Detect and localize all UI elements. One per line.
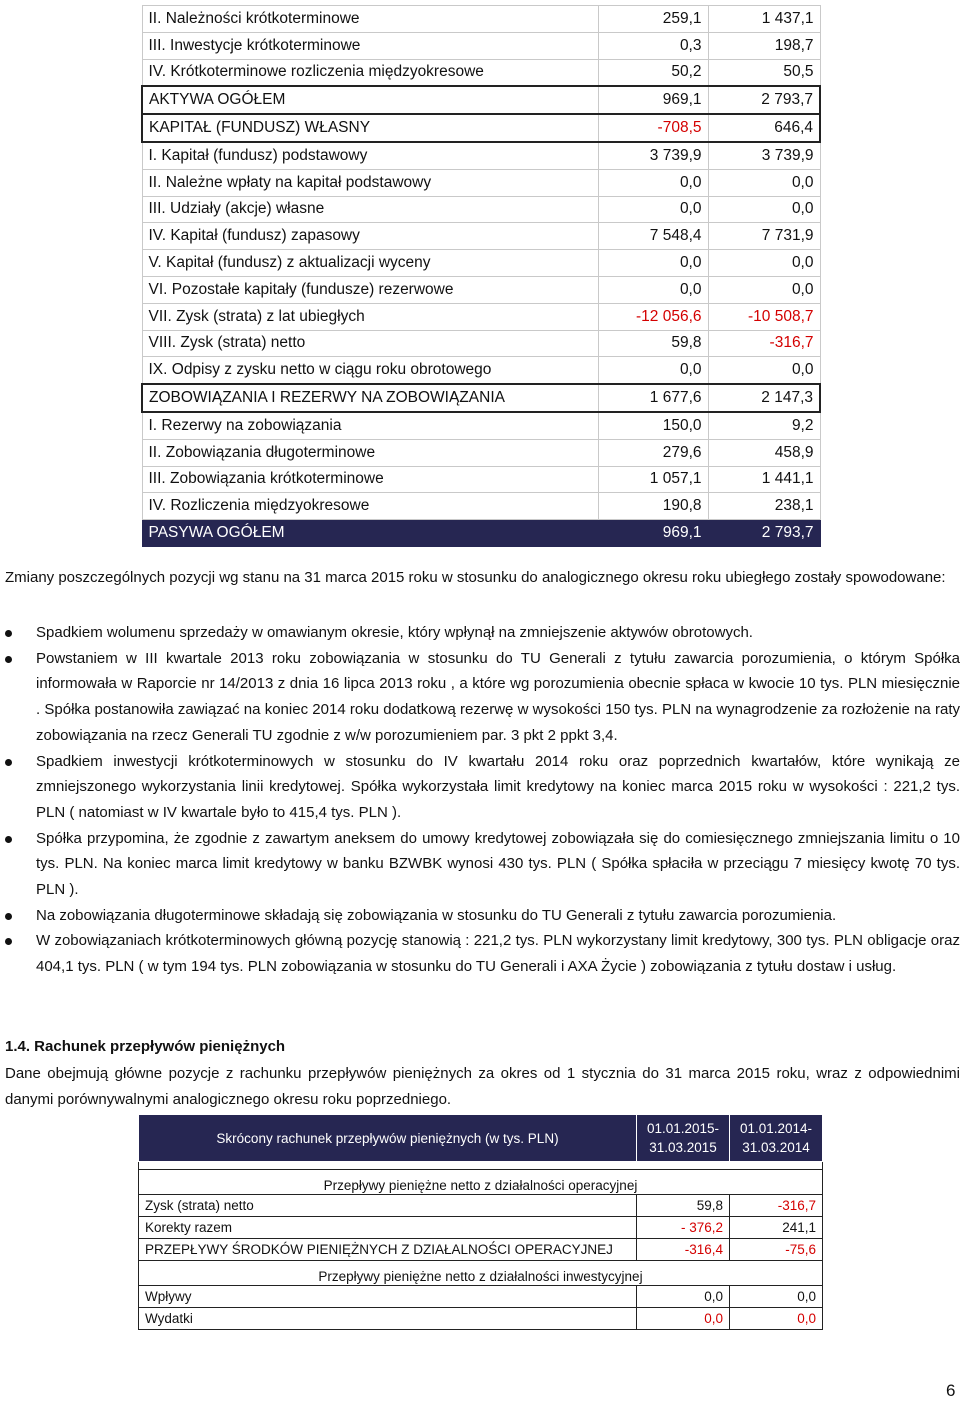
row-label: KAPITAŁ (FUNDUSZ) WŁASNY: [142, 114, 598, 142]
balance-sheet-table: [141, 5, 821, 547]
table-row: [142, 142, 820, 169]
table-row: [139, 1195, 823, 1217]
value-2014: -316,7: [708, 330, 820, 357]
value-2014: 458,9: [708, 439, 820, 466]
table-row: [139, 1308, 823, 1330]
table-row: [142, 466, 820, 493]
value-2015: 50,2: [598, 59, 708, 86]
value-2015: 259,1: [598, 6, 708, 33]
table-header: [139, 1115, 823, 1162]
value-2015: -316,4: [637, 1239, 730, 1261]
list-item-text: Spółka przypomina, że zgodnie z zawartym aneksem do umowy kredytowej zobowiązała się do comiesięcznego zmniejszania limitu o 10 tys. PLN. Na koniec marca limit kredytowy w banku BZWBK wynosi 430 tys. PLN ( Spółka spłaciła w przeciągu 7 miesięcy kwotę 70 tys. PLN ).: [36, 829, 960, 899]
value-2015: 150,0: [598, 412, 708, 439]
row-label: PASYWA OGÓŁEM: [142, 520, 598, 547]
value-2015: 1 677,6: [598, 384, 708, 412]
table-row-section: [142, 114, 820, 142]
row-label: V. Kapitał (fundusz) z aktualizacji wyceny: [142, 250, 598, 277]
row-label: III. Zobowiązania krótkoterminowe: [142, 466, 598, 493]
row-label: II. Należności krótkoterminowe: [142, 6, 598, 33]
list-item: [5, 646, 960, 749]
value-2015: 59,8: [598, 330, 708, 357]
value-2015: 0,3: [598, 32, 708, 59]
list-item: [5, 826, 960, 903]
cash-flow-table: [138, 1114, 823, 1330]
row-label: Zysk (strata) netto: [139, 1195, 637, 1217]
value-2015: 0,0: [598, 196, 708, 223]
row-label: AKTYWA OGÓŁEM: [142, 86, 598, 114]
table-row: [142, 196, 820, 223]
value-2014: 9,2: [708, 412, 820, 439]
value-2014: 2 793,7: [708, 86, 820, 114]
list-item: [5, 620, 960, 646]
list-item-text: Spadkiem inwestycji krótkoterminowych w stosunku do IV kwartału 2014 roku oraz poprzednich kwartałów, które wynikają ze zmniejszonego wykorzystania linii kredytowej. Spółka wykorzystała limit kredytowy na koniec marca 2015 roku w wysokości : 221,2 tys. PLN ( natomiast w IV kwartale było to 415,4 tys. PLN ).: [36, 752, 960, 821]
row-label: II. Należne wpłaty na kapitał podstawowy: [142, 169, 598, 196]
value-2014: 0,0: [708, 169, 820, 196]
table-row-total: [142, 520, 820, 547]
group-header: [139, 1170, 823, 1195]
list-item: [5, 749, 960, 826]
row-label: Wpływy: [139, 1286, 637, 1308]
table-row: [139, 1239, 823, 1261]
bullet-icon: [5, 656, 12, 663]
table-row: [142, 330, 820, 357]
value-2014: 1 437,1: [708, 6, 820, 33]
value-2015: 3 739,9: [598, 142, 708, 169]
group-title: Przepływy pieniężne netto z działalności inwestycyjnej: [139, 1261, 823, 1286]
table-row-section: [142, 384, 820, 412]
value-2015: -708,5: [598, 114, 708, 142]
value-2015: 0,0: [598, 357, 708, 384]
table-row: [142, 59, 820, 86]
bullet-icon: [5, 759, 12, 766]
bullet-icon: [5, 913, 12, 920]
row-label: VI. Pozostałe kapitały (fundusze) rezerwowe: [142, 276, 598, 303]
value-2015: 279,6: [598, 439, 708, 466]
value-2015: -12 056,6: [598, 303, 708, 330]
row-label: IV. Kapitał (fundusz) zapasowy: [142, 223, 598, 250]
row-label: II. Zobowiązania długoterminowe: [142, 439, 598, 466]
value-2014: 2 793,7: [708, 520, 820, 547]
value-2014: 3 739,9: [708, 142, 820, 169]
list-item-text: W zobowiązaniach krótkoterminowych główną pozycję stanowią : 221,2 tys. PLN wykorzystany limit kredytowy, 300 tys. PLN obligacje oraz 404,1 tys. PLN ( w tym 194 tys. PLN zobowiązania w stosunku do TU Generali i AXA Życie ) zobowiązania z tytułu dostaw i usług.: [36, 932, 960, 976]
value-2014: -10 508,7: [708, 303, 820, 330]
value-2014: 241,1: [730, 1217, 823, 1239]
row-label: ZOBOWIĄZANIA I REZERWY NA ZOBOWIĄZANIA: [142, 384, 598, 412]
group-title: Przepływy pieniężne netto z działalności operacyjnej: [139, 1170, 823, 1195]
value-2014: 2 147,3: [708, 384, 820, 412]
value-2014: 0,0: [708, 357, 820, 384]
value-2014: 0,0: [708, 276, 820, 303]
section-title: 1.4. Rachunek przepływów pieniężnych: [5, 1038, 286, 1055]
row-label: Wydatki: [139, 1308, 637, 1330]
table-row: [139, 1286, 823, 1308]
value-2014: 50,5: [708, 59, 820, 86]
value-2014: 198,7: [708, 32, 820, 59]
table-row-total: [142, 86, 820, 114]
value-2015: 969,1: [598, 520, 708, 547]
table-row: [142, 276, 820, 303]
value-2015: - 376,2: [637, 1217, 730, 1239]
value-2015: 190,8: [598, 493, 708, 520]
table-row: [139, 1217, 823, 1239]
page-number: 6: [946, 1381, 956, 1400]
row-label: VIII. Zysk (strata) netto: [142, 330, 598, 357]
table-row: [142, 303, 820, 330]
table-row: [142, 493, 820, 520]
spacer-row: [139, 1162, 823, 1170]
table-row: [142, 169, 820, 196]
column-header-line: 01.01.2014-: [739, 1121, 813, 1136]
value-2015: 0,0: [637, 1286, 730, 1308]
list-item-text: Powstaniem w III kwartale 2013 roku zobowiązania w stosunku do TU Generali z tytułu zawarcia porozumienia, o którym Spółka informowała w Raporcie nr 14/2013 z dnia 16 lipca 2013 roku , a które wg porozumienia obecnie spłaca w kwocie 10 tys. PLN miesięcznie . Spółka postanowiła zawiązać na koniec 2014 roku dodatkową rezerwę w wysokości 150 tys. PLN na wynagrodzenie za rozłożenie na raty zobowiązania na rzecz Generali TU zgodnie z w/w porozumieniem par. 3 pkt 2 ppkt 3,4.: [36, 649, 960, 744]
section-description: Dane obejmują główne pozycje z rachunku przepływów pieniężnych za okres od 1 stycznia do 31 marca 2015 roku, wraz z odpowiednimi danymi porównywalnymi analogicznego okresu roku poprzedniego.: [5, 1065, 960, 1108]
intro-paragraph: Zmiany poszczególnych pozycji wg stanu na 31 marca 2015 roku w stosunku do analogicznego okresu roku ubiegłego zostały spowodowane:: [5, 569, 946, 586]
bullet-icon: [5, 938, 12, 945]
value-2014: 0,0: [730, 1286, 823, 1308]
column-header-line: 31.03.2014: [742, 1140, 810, 1155]
value-2014: 0,0: [708, 196, 820, 223]
row-label: III. Inwestycje krótkoterminowe: [142, 32, 598, 59]
bullet-list: [5, 620, 960, 980]
list-item-text: Na zobowiązania długoterminowe składają się zobowiązania w stosunku do TU Generali z tytułu zawarcia porozumienia.: [36, 906, 837, 924]
table-row: [142, 32, 820, 59]
table-row: [142, 439, 820, 466]
value-2015: 969,1: [598, 86, 708, 114]
value-2014: 0,0: [708, 250, 820, 277]
value-2015: 1 057,1: [598, 466, 708, 493]
value-2015: 0,0: [598, 250, 708, 277]
value-2015: 0,0: [598, 276, 708, 303]
value-2015: 0,0: [598, 169, 708, 196]
column-header-2015: [637, 1115, 730, 1162]
list-item: [5, 928, 960, 979]
value-2014: 1 441,1: [708, 466, 820, 493]
value-2014: -75,6: [730, 1239, 823, 1261]
list-item: [5, 903, 960, 929]
list-item-text: Spadkiem wolumenu sprzedaży w omawianym okresie, który wpłynął na zmniejszenie aktywów obrotowych.: [36, 624, 753, 641]
column-header-line: 01.01.2015-: [646, 1121, 720, 1136]
value-2014: 238,1: [708, 493, 820, 520]
value-2014: -316,7: [730, 1195, 823, 1217]
row-label: IX. Odpisy z zysku netto w ciągu roku obrotowego: [142, 357, 598, 384]
row-label: PRZEPŁYWY ŚRODKÓW PIENIĘŻNYCH Z DZIAŁALNOŚCI OPERACYJNEJ: [139, 1239, 637, 1261]
value-2014: 0,0: [730, 1308, 823, 1330]
value-2014: 646,4: [708, 114, 820, 142]
value-2014: 7 731,9: [708, 223, 820, 250]
group-header: [139, 1261, 823, 1286]
row-label: VII. Zysk (strata) z lat ubiegłych: [142, 303, 598, 330]
table-row: [142, 250, 820, 277]
value-2015: 0,0: [637, 1308, 730, 1330]
table-row: [142, 223, 820, 250]
row-label: I. Kapitał (fundusz) podstawowy: [142, 142, 598, 169]
row-label: I. Rezerwy na zobowiązania: [142, 412, 598, 439]
table-row: [142, 6, 820, 33]
row-label: Korekty razem: [139, 1217, 637, 1239]
value-2015: 7 548,4: [598, 223, 708, 250]
column-header-line: 31.03.2015: [649, 1140, 717, 1155]
bullet-icon: [5, 630, 12, 637]
row-label: III. Udziały (akcje) własne: [142, 196, 598, 223]
table-title: Skrócony rachunek przepływów pieniężnych (w tys. PLN): [139, 1115, 637, 1162]
column-header-2014: [730, 1115, 823, 1162]
row-label: IV. Rozliczenia międzyokresowe: [142, 493, 598, 520]
row-label: IV. Krótkoterminowe rozliczenia międzyokresowe: [142, 59, 598, 86]
value-2015: 59,8: [637, 1195, 730, 1217]
bullet-icon: [5, 836, 12, 843]
table-row: [142, 357, 820, 384]
table-row: [142, 412, 820, 439]
